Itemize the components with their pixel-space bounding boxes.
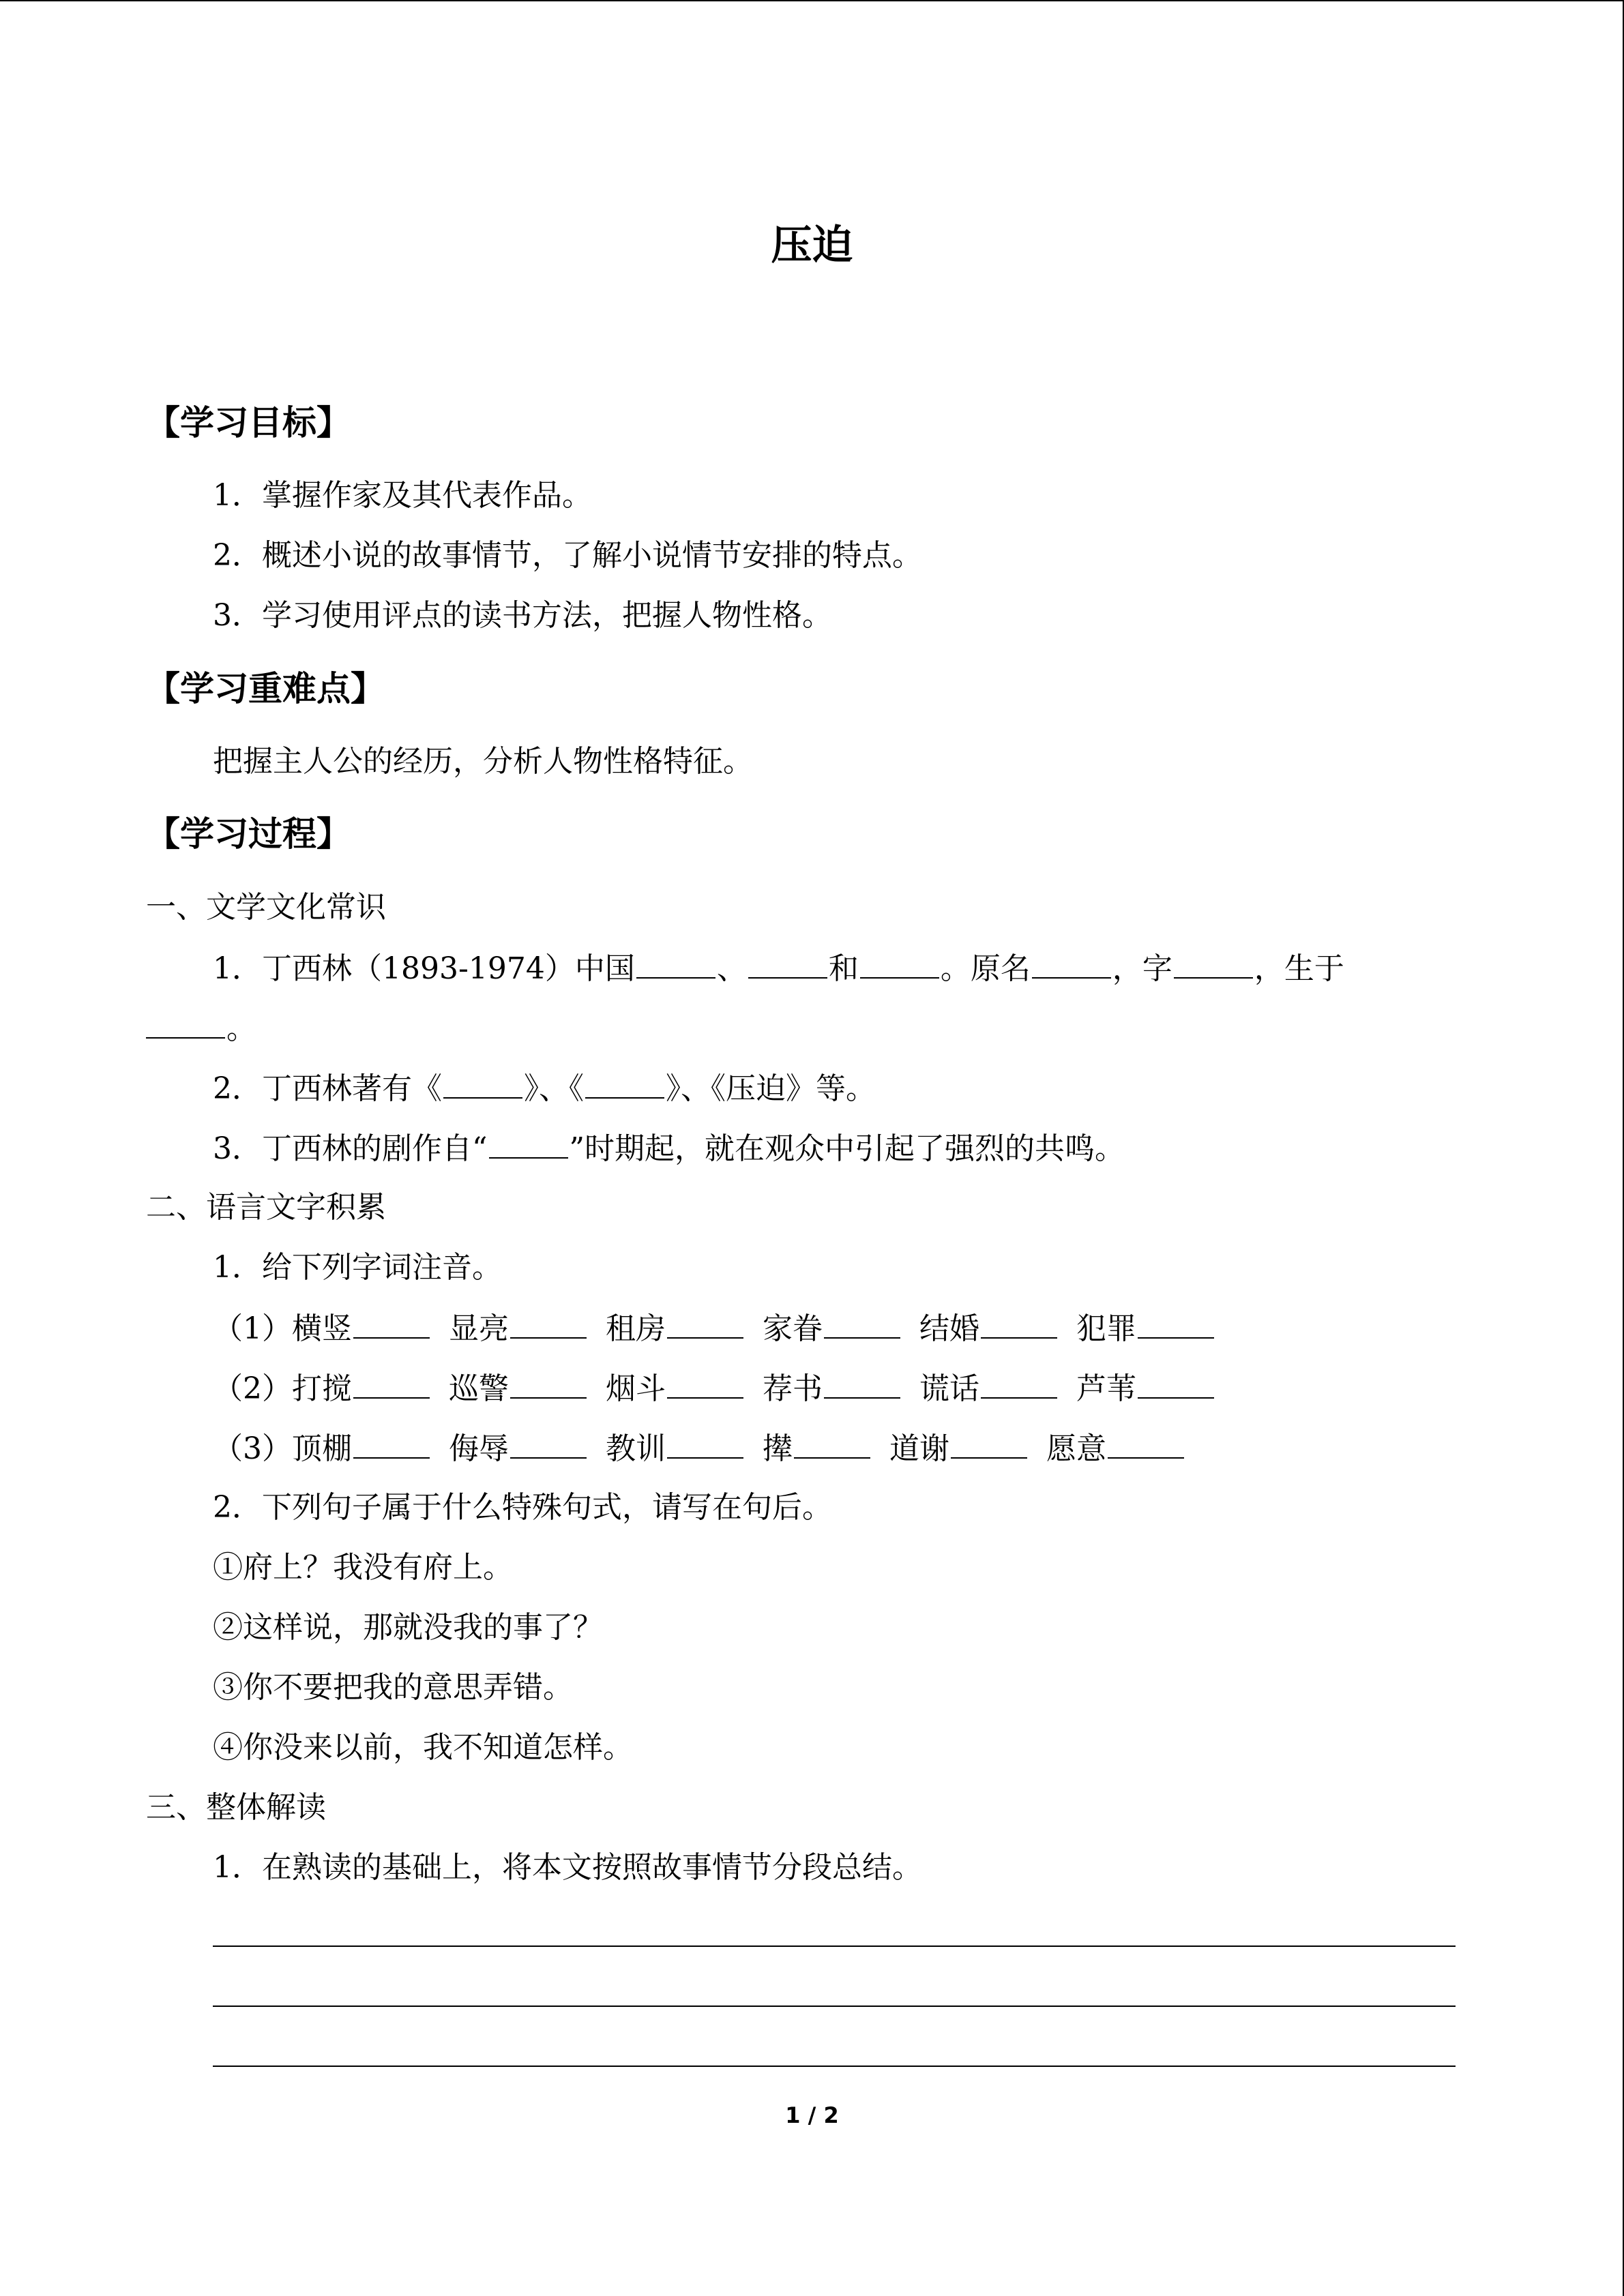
pinyin-row-3: （3）顶棚 侮辱 教训 撵 道谢 愿意 bbox=[213, 1433, 1185, 1464]
answer-blank[interactable] bbox=[981, 1373, 1057, 1399]
answer-blank[interactable] bbox=[824, 1373, 900, 1399]
part3-heading: 三、整体解读 bbox=[146, 1790, 326, 1825]
part3-question-1: 1．在熟读的基础上，将本文按照故事情节分段总结。 bbox=[213, 1850, 922, 1885]
answer-blank[interactable] bbox=[824, 1313, 900, 1339]
key-points-heading: 【学习重难点】 bbox=[146, 669, 385, 709]
answer-blank[interactable] bbox=[1138, 1373, 1214, 1399]
goal-item-1: 1．掌握作家及其代表作品。 bbox=[213, 478, 592, 513]
answer-blank[interactable] bbox=[510, 1313, 587, 1339]
part1-question-1: 1．丁西林（1893-1974）中国 、 和 。原名 ，字 ，生于 bbox=[213, 951, 1344, 986]
sentence-3: ③你不要把我的意思弄错。 bbox=[213, 1670, 573, 1705]
answer-blank[interactable] bbox=[146, 1013, 225, 1039]
page-title: 压迫 bbox=[771, 222, 853, 269]
answer-blank[interactable] bbox=[1032, 953, 1111, 979]
part1-question-3: 3．丁西林的剧作自“ ”时期起，就在观众中引起了强烈的共鸣。 bbox=[213, 1131, 1125, 1166]
sentence-1: ①府上？我没有府上。 bbox=[213, 1550, 513, 1585]
answer-blank[interactable] bbox=[353, 1433, 430, 1459]
answer-blank[interactable] bbox=[860, 953, 939, 979]
answer-blank[interactable] bbox=[510, 1433, 587, 1459]
answer-blank[interactable] bbox=[1108, 1433, 1184, 1459]
key-points-text: 把握主人公的经历，分析人物性格特征。 bbox=[213, 744, 753, 779]
answer-line-2[interactable] bbox=[213, 2006, 1456, 2007]
pinyin-row-2: （2）打搅 巡警 烟斗 荐书 谎话 芦苇 bbox=[213, 1373, 1215, 1404]
part1-question-2: 2．丁西林著有《 》、《 》、《压迫》等。 bbox=[213, 1071, 876, 1106]
page-number: 1 / 2 bbox=[785, 2102, 839, 2128]
answer-blank[interactable] bbox=[353, 1373, 430, 1399]
answer-blank[interactable] bbox=[1174, 953, 1253, 979]
part2-heading: 二、语言文字积累 bbox=[146, 1190, 386, 1225]
answer-blank[interactable] bbox=[443, 1073, 522, 1099]
answer-blank[interactable] bbox=[636, 953, 715, 979]
part1-heading: 一、文学文化常识 bbox=[146, 890, 386, 925]
answer-line-3[interactable] bbox=[213, 2066, 1456, 2067]
part2-question-1: 1．给下列字词注音。 bbox=[213, 1250, 502, 1285]
sentence-4: ④你没来以前，我不知道怎样。 bbox=[213, 1730, 633, 1765]
answer-blank[interactable] bbox=[667, 1373, 743, 1399]
answer-blank[interactable] bbox=[951, 1433, 1027, 1459]
part1-question-1-continued: 。 bbox=[146, 1013, 256, 1044]
learning-process-heading: 【学习过程】 bbox=[146, 814, 351, 854]
pinyin-row-1: （1）横竖 显亮 租房 家眷 结婚 犯罪 bbox=[213, 1313, 1215, 1344]
learning-goals-heading: 【学习目标】 bbox=[146, 403, 351, 443]
answer-blank[interactable] bbox=[585, 1073, 664, 1099]
answer-blank[interactable] bbox=[667, 1433, 743, 1459]
answer-blank[interactable] bbox=[353, 1313, 430, 1339]
goal-item-2: 2．概述小说的故事情节，了解小说情节安排的特点。 bbox=[213, 538, 922, 573]
answer-blank[interactable] bbox=[1138, 1313, 1214, 1339]
answer-blank[interactable] bbox=[794, 1433, 870, 1459]
answer-blank[interactable] bbox=[667, 1313, 743, 1339]
part2-question-2: 2．下列句子属于什么特殊句式，请写在句后。 bbox=[213, 1490, 832, 1525]
answer-line-1[interactable] bbox=[213, 1945, 1456, 1947]
goal-item-3: 3．学习使用评点的读书方法，把握人物性格。 bbox=[213, 598, 832, 633]
answer-blank[interactable] bbox=[981, 1313, 1057, 1339]
answer-blank[interactable] bbox=[748, 953, 827, 979]
sentence-2: ②这样说，那就没我的事了？ bbox=[213, 1610, 603, 1645]
answer-blank[interactable] bbox=[489, 1133, 568, 1159]
answer-blank[interactable] bbox=[510, 1373, 587, 1399]
